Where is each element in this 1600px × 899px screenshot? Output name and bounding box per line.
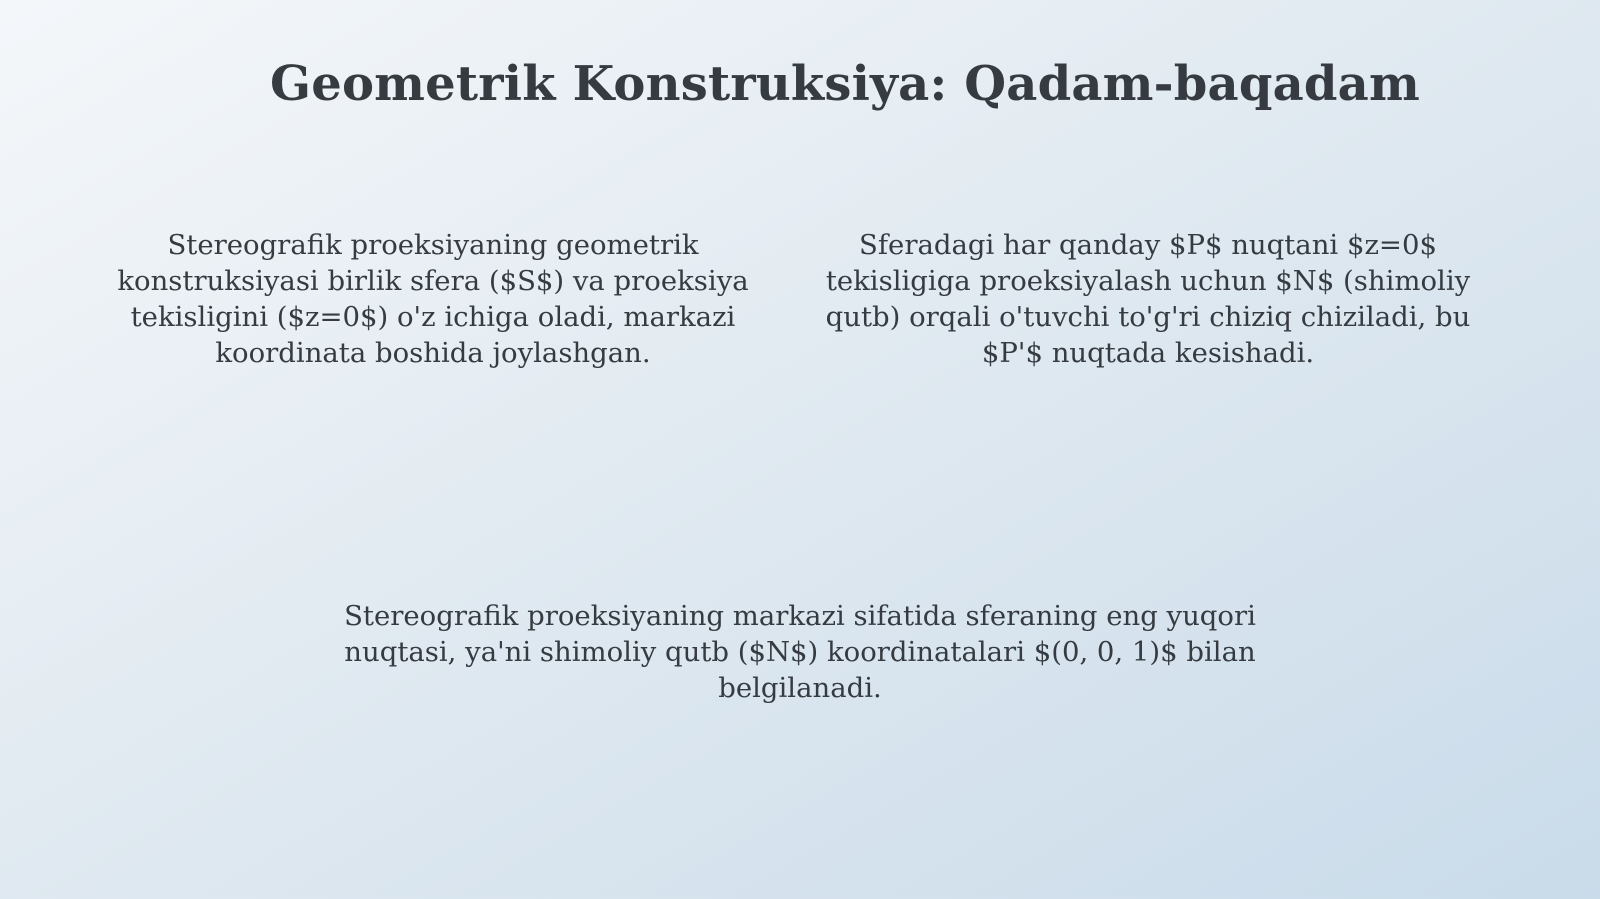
paragraph-sphere-and-plane: Stereografik proeksiyaning geometrik konstruksiyasi birlik sfera ($S$) va proeksiya tekisligini ($z=0$) o'z ichiga oladi, markazi koordinata boshida joylashgan. [117,229,749,369]
slide-title: Geometrik Konstruksiya: Qadam-baqadam [270,56,1420,112]
paragraph-north-pole-center: Stereografik proeksiyaning markazi sifatida sferaning eng yuqori nuqtasi, ya'ni shimoliy qutb ($N$) koordinatalari $(0, 0, 1)$ bilan belgilanadi. [344,600,1256,704]
paragraph-projection-line: Sferadagi har qanday $P$ nuqtani $z=0$ tekisligiga proeksiyalash uchun $N$ (shimoliy qutb) orqali o'tuvchi to'g'ri chiziq chiziladi, bu $P'$ nuqtada kesishadi. [825,229,1471,369]
